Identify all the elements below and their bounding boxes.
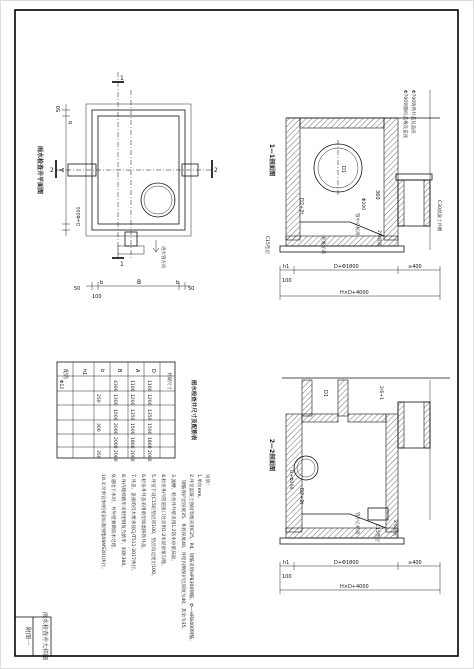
note-1: 1.单位mm。 xyxy=(196,474,201,502)
section2-d2b-label: D+Φ200 xyxy=(288,470,293,490)
table-header-size: 井规尺寸 xyxy=(166,372,171,390)
section1-c15-label: C15垫层 xyxy=(264,236,269,254)
table-row5-a: 1800 xyxy=(129,437,134,449)
section1-title: 1—1剖面图 xyxy=(268,143,275,177)
table-row2-d: 1200 xyxy=(146,394,151,406)
note-2b: 钢筋保护层厚度35，井底厚度40，井壁内侧保护层厚度为40，其余为35。 xyxy=(180,480,185,633)
section2-title: 2—2剖面图 xyxy=(268,438,275,472)
section1-dim-100: 100 xyxy=(282,278,292,284)
plan-section-mark-top: 1 xyxy=(120,75,124,82)
section2-c15-label: C15垫层 xyxy=(374,524,379,542)
table-row4-b: 2000 xyxy=(112,423,117,435)
table-row4-d: 1500 xyxy=(146,423,151,435)
table-row2-b: 1300 xyxy=(112,394,117,406)
table-row6-bsmall: 350 xyxy=(95,450,100,459)
table-row2-bsmall: 250 xyxy=(95,394,100,403)
note-3: 3.流槽、检查井外壁采用1:2防水砂浆抹面。 xyxy=(170,474,175,564)
plan-section-mark-right: 2 xyxy=(214,167,218,174)
table-row3-a: 1350 xyxy=(129,409,134,421)
section2-d1-label: D1 xyxy=(322,390,328,398)
plan-dim-100: 100 xyxy=(92,294,102,300)
section2-dim-b: ≥400 xyxy=(408,560,422,566)
table-row1-b: 4300 xyxy=(112,380,117,392)
plan-inflow-label: 进水管方向 xyxy=(160,246,165,269)
notes-heading: 说明： xyxy=(204,474,209,488)
note-8: 8.井内爬梯踏步采用塑钢复合踏步，间距360。 xyxy=(120,474,125,570)
section1-d1-label: D1 xyxy=(340,166,346,174)
section1-bottom-label: 井底标高 xyxy=(320,236,325,254)
section1-dim-c: H×D+4000 xyxy=(340,290,369,296)
table-header-b: B xyxy=(116,369,122,373)
table-row3-b: 1500 xyxy=(112,409,117,421)
plan-dim-b-left: b xyxy=(68,120,74,124)
plan-dim-50-left: 50 xyxy=(56,105,62,112)
section1-d2-label: D2+2t xyxy=(298,198,304,215)
section2-dim-100: 100 xyxy=(282,574,292,580)
table-row1-d: 1100 xyxy=(146,380,151,392)
table-row6-a: 2000 xyxy=(129,450,134,462)
note-9: 9.遇地下水时，井外壁须做防水处理。 xyxy=(110,474,115,552)
table-row4-bsmall: 300 xyxy=(95,423,100,432)
table-row1-rebar: Φ12 xyxy=(58,380,63,390)
table-row3-d: 1350 xyxy=(146,409,151,421)
plan-dim-50-bottom-left: 50 xyxy=(74,286,81,292)
section1-cover2-label: Φ700钢筋砼盖板及盖座 xyxy=(402,90,407,139)
note-7: 7.井盖、盖座的技术要求按CJ/T511-2017执行。 xyxy=(130,474,135,574)
plan-dim-b-bottom-left: b xyxy=(100,280,104,286)
table-header-rebar: 配筋 xyxy=(62,369,68,380)
section1-angle-label: 360 xyxy=(374,190,380,200)
section2-dim-a: D+Φ1800 xyxy=(334,560,359,566)
table-row6-d: 2000 xyxy=(146,450,151,462)
note-2: 2.井室混凝土强度等级采用C25，P4，钢筋采用HPB300钢筋，Φ—HRB400钢筋。 xyxy=(188,474,193,644)
plan-section-mark-bottom: 1 xyxy=(120,261,124,268)
section1-h1: h1 xyxy=(283,264,290,270)
table-header-h1: h1 xyxy=(81,369,87,376)
section2-top-note: 2/6+1 xyxy=(378,386,383,400)
drawing-number: 附图一 xyxy=(24,626,31,646)
section1-cover-label: Φ700铸铁井盖及盖座 xyxy=(410,90,415,134)
table-header-bsmall: b xyxy=(99,369,105,373)
table-title: 雨水检查井尺寸及配筋表 xyxy=(190,379,196,441)
section2-dim-c: H×D+4000 xyxy=(340,584,369,590)
table-header-a: A xyxy=(134,369,140,373)
section1-d2b-label: Φ200 xyxy=(360,198,365,211)
table-row5-b: 2000 xyxy=(112,437,117,449)
section1-dim-a: D+Φ1800 xyxy=(334,264,359,270)
note-6: 6.检查井井盖采用重型球墨铸铁井盖。 xyxy=(140,474,145,552)
table-row4-a: 1500 xyxy=(129,423,134,435)
table-row5-d: 1800 xyxy=(146,437,151,449)
section2-h1: h1 xyxy=(283,560,290,566)
plan-dim-B: B xyxy=(137,279,142,286)
section2-floor-label: 2%坡度 xyxy=(392,520,397,537)
plan-dim-b-bottom-right: b xyxy=(176,280,180,286)
section1-dim-b: ≥400 xyxy=(408,264,422,270)
section1-c30-label: C30混凝土井圈 xyxy=(436,200,441,232)
table-header-d: D xyxy=(150,369,156,373)
section2-pipe-label: 管中心标高 xyxy=(354,512,359,535)
note-5: 5.井室下设C15砼垫层厚100，垫层每边宽出100。 xyxy=(150,474,155,579)
drawing-name: 雨水检查井大样图 xyxy=(41,611,48,661)
note-10: 10.未尽事宜参照国家标准图集06MS201执行。 xyxy=(100,474,105,572)
section2-d2-label: D2+2t xyxy=(298,488,304,505)
note-4: 4.检查井内管道接口处采用1:2水泥砂浆勾缝。 xyxy=(160,474,165,569)
table-row6-b: 2000 xyxy=(112,450,117,462)
plan-dim-D: D+Φ200 xyxy=(77,206,82,226)
plan-dim-50-bottom-right: 50 xyxy=(188,286,195,292)
plan-section-mark-left: 2 xyxy=(50,167,54,174)
table-row2-a: 1200 xyxy=(129,394,134,406)
plan-dim-A: A xyxy=(59,167,66,172)
section1-floor-label: 2%坡度 xyxy=(376,230,381,247)
plan-view-title: 雨水检查井平面图 xyxy=(36,145,43,195)
table-row1-a: 1100 xyxy=(129,380,134,392)
section1-pipe-label: 管中心标高 xyxy=(354,213,359,236)
